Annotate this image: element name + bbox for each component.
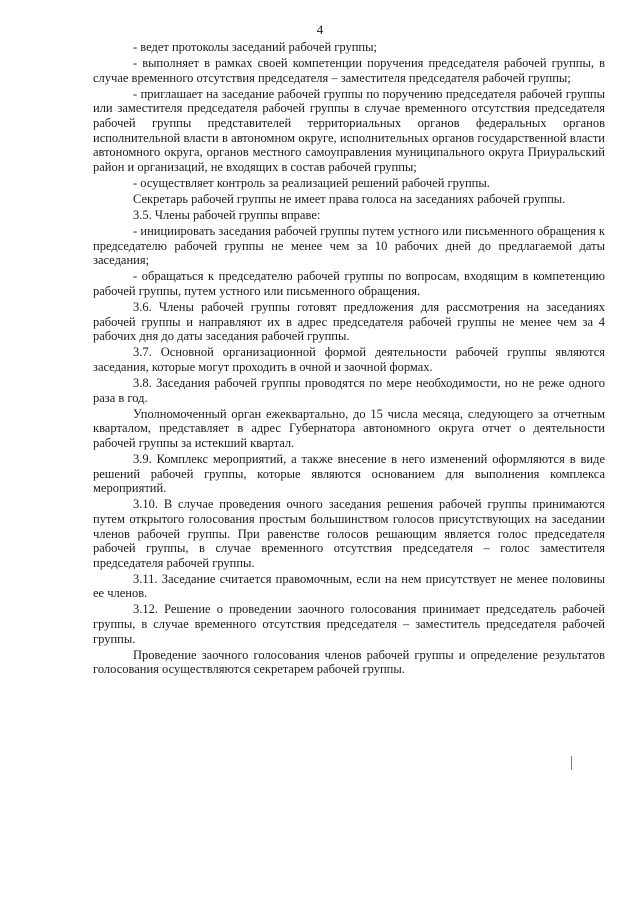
paragraph: 3.12. Решение о проведении заочного голосования принимает председатель рабочей группы, в случае временного отсутствия председателя – заместитель председателя рабочей группы. xyxy=(93,602,605,646)
paragraph: - инициировать заседания рабочей группы путем устного или письменного обращения к председателю рабочей группы не менее чем за 10 рабочих дней до предлагаемой даты заседания; xyxy=(93,224,605,268)
document-body xyxy=(93,40,605,678)
paragraph: - ведет протоколы заседаний рабочей группы; xyxy=(133,40,377,54)
paragraph: - приглашает на заседание рабочей группы по поручению председателя рабочей группы или заместителя председателя рабочей группы в случае временного отсутствия председателя рабочей группы представителей территориальных органов федеральных органов исполнительной власти в автономном округе, исполнительных органов государственной власти автономного округа, органов местного самоуправления муниципального округа Приуральский район и организаций, не входящих в состав рабочей группы; xyxy=(93,86,605,174)
paragraph: Проведение заочного голосования членов рабочей группы и определение результатов голосования осуществляются секретарем рабочей группы. xyxy=(93,647,605,677)
paragraph: Уполномоченный орган ежеквартально, до 15 числа месяца, следующего за отчетным кварталом, представляет в адрес Губернатора автономного округа отчет о деятельности рабочей группы за истекший квартал. xyxy=(93,406,605,450)
paragraph: 3.8. Заседания рабочей группы проводятся по мере необходимости, но не реже одного раза в год. xyxy=(93,376,605,405)
paragraph: Секретарь рабочей группы не имеет права голоса на заседаниях рабочей группы. xyxy=(133,191,566,206)
paragraph: 3.6. Члены рабочей группы готовят предложения для рассмотрения на заседаниях рабочей группы и направляют их в адрес председателя рабочей группы не менее чем за 4 рабочих дня до даты заседания рабочей группы. xyxy=(93,300,605,344)
paragraph: - обращаться к председателю рабочей группы по вопросам, входящим в компетенцию рабочей группы, путем устного или письменного обращения. xyxy=(93,269,605,298)
scan-mark xyxy=(571,756,572,770)
paragraph: - осуществляет контроль за реализацией решений рабочей группы. xyxy=(133,175,490,190)
paragraph: 3.5. Члены рабочей группы вправе: xyxy=(133,208,321,223)
paragraph: - выполняет в рамках своей компетенции поручения председателя рабочей группы, в случае временного отсутствия председателя – заместителя председателя рабочей группы; xyxy=(93,56,605,85)
paragraph: 3.11. Заседание считается правомочным, если на нем присутствует не менее половины ее членов. xyxy=(93,571,605,601)
page-number: 4 xyxy=(316,22,324,37)
paragraph: 3.9. Комплекс мероприятий, а также внесение в него изменений оформляются в виде решений рабочей группы, которые являются основанием для выполнения комплекса мероприятий. xyxy=(93,452,605,496)
paragraph: 3.10. В случае проведения очного заседания решения рабочей группы принимаются путем открытого голосования простым большинством голосов присутствующих на заседании членов рабочей группы. При равенстве голосов решающим является голос председателя рабочей группы, в случае временного отсутствия председателя – голос заместителя председателя рабочей группы. xyxy=(93,497,605,570)
paragraph: 3.7. Основной организационной формой деятельности рабочей группы являются заседания, которые могут проходить в очной и заочной формах. xyxy=(93,345,605,374)
